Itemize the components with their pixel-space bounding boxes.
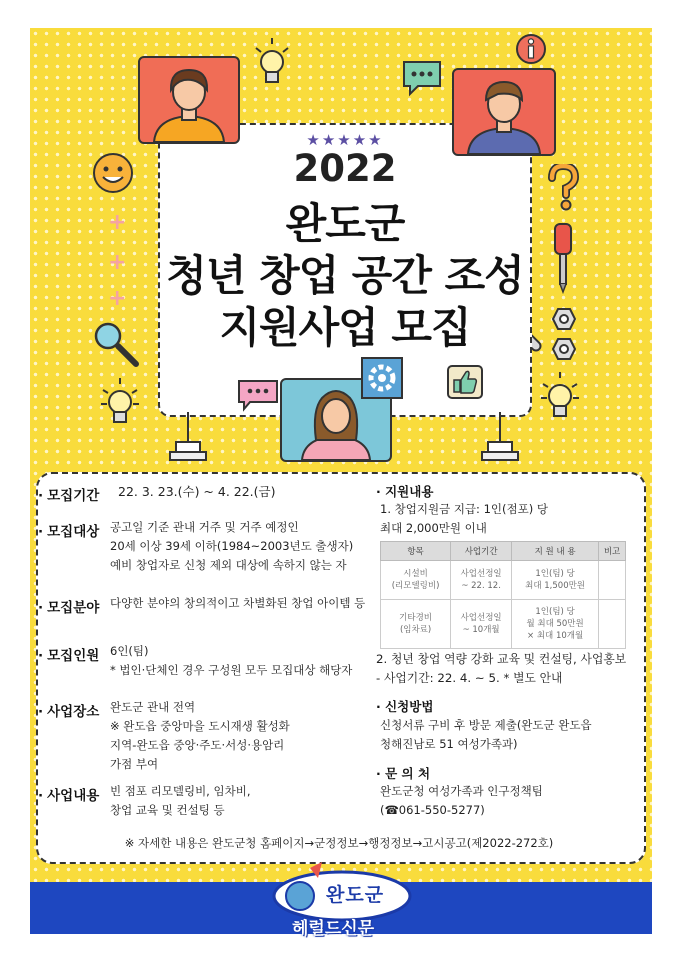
section-value-period: 22. 3. 23.(수) ~ 4. 22.(금) — [118, 484, 276, 499]
table-cell — [599, 561, 626, 600]
plus-decoration: + — [108, 286, 127, 311]
table-row — [381, 561, 626, 600]
info-icon — [514, 32, 548, 66]
title-line-3: 지원사업 모집 — [219, 303, 471, 352]
section-value-location: 완도군 관내 전역 ※ 완도읍 중앙마을 도시재생 활성화 지역-완도읍 중앙·주도·서성·용암리 가점 부여 — [110, 700, 290, 771]
chat-bubble-icon — [236, 378, 280, 412]
table-cell: 기타경비 (임차료) — [381, 600, 451, 649]
section-value-content: 빈 점포 리모델링비, 임차비, 창업 교육 및 컨설팅 등 — [110, 784, 251, 817]
plus-decoration: + — [108, 250, 127, 275]
plus-decoration: + — [108, 210, 127, 235]
smiley-icon — [90, 150, 136, 196]
magnifier-icon — [90, 318, 142, 370]
support-item-2: 2. 청년 창업 역량 강화 교육 및 컨설팅, 사업홍보 - 사업기간: 22. 4. ~ 5. * 별도 안내 — [376, 652, 627, 685]
screwdriver-icon — [548, 220, 578, 294]
table-header: 비고 — [599, 542, 626, 561]
section-label-quota: · 모집인원 — [38, 648, 100, 664]
table-cell: 사업선정일 ~ 22. 12. — [451, 561, 512, 600]
apply-text: 신청서류 구비 후 방문 제출(완도군 완도읍 청해진남로 51 여성가족과) — [380, 718, 592, 751]
logo — [270, 858, 420, 942]
logo-subtitle: 헤럴드신문 — [292, 919, 375, 939]
question-icon — [546, 164, 580, 212]
nut-icon — [552, 308, 576, 330]
title-line-1: 완도군 — [285, 199, 405, 248]
table-header: 사업기간 — [451, 542, 512, 561]
thumbs-up-icon — [446, 364, 484, 400]
title-year: 2022 — [293, 147, 397, 190]
lamp-decoration — [480, 412, 520, 472]
section-label-location: · 사업장소 — [38, 704, 100, 720]
title-line-2: 청년 창업 공간 조성 — [166, 251, 524, 300]
person-photo-left — [138, 56, 240, 144]
table-cell: 1인(팀) 당 최대 1,500만원 — [512, 561, 599, 600]
lamp-decoration — [168, 412, 208, 472]
lightbulb-icon — [538, 370, 582, 426]
section-label-period: · 모집기간 — [38, 488, 100, 504]
contact-text: 완도군청 여성가족과 인구정책팀 (☎061-550-5277) — [380, 784, 543, 817]
person-photo-right — [452, 68, 556, 156]
table-cell: 시설비 (리모델링비) — [381, 561, 451, 600]
gear-icon — [360, 356, 404, 400]
table-cell: 1인(팀) 당 월 최대 50만원 × 최대 10개월 — [512, 600, 599, 649]
lightbulb-icon — [98, 376, 142, 430]
footnote: ※ 자세한 내용은 완도군청 홈페이지→군정정보→행정정보→고시공고(제2022-272호) — [124, 836, 554, 850]
table-header: 항목 — [381, 542, 451, 561]
lightbulb-icon — [252, 36, 292, 92]
table-cell: 사업선정일 ~ 10개월 — [451, 600, 512, 649]
section-value-field: 다양한 분야의 창의적이고 차별화된 창업 아이템 등 — [110, 596, 366, 610]
logo-name: 완도군 — [326, 884, 385, 906]
apply-heading: · 신청방법 — [376, 699, 434, 714]
support-heading: · 지원내용 — [376, 484, 434, 499]
section-value-quota: 6인(팀) * 법인·단체인 경우 구성원 모두 모집대상 해당자 — [110, 644, 353, 677]
nut-icon — [552, 338, 576, 360]
section-label-target: · 모집대상 — [38, 524, 100, 540]
chat-bubble-icon — [400, 58, 444, 98]
support-table — [380, 541, 626, 649]
support-item-1: 1. 창업지원금 지급: 1인(점포) 당 최대 2,000만원 이내 — [380, 502, 548, 535]
table-row — [381, 600, 626, 649]
star-rating-decoration: ★★★★★ — [306, 131, 384, 149]
table-cell — [599, 600, 626, 649]
section-label-content: · 사업내용 — [38, 788, 100, 804]
table-header-row — [381, 542, 626, 561]
contact-heading: · 문 의 처 — [376, 766, 431, 781]
section-label-field: · 모집분야 — [38, 600, 100, 616]
table-header: 지 원 내 용 — [512, 542, 599, 561]
section-value-target: 공고일 기준 관내 거주 및 거주 예정인 20세 이상 39세 이하(1984~2003년도 출생자) 예비 창업자로 신청 제외 대상에 속하지 않는 자 — [110, 520, 354, 572]
